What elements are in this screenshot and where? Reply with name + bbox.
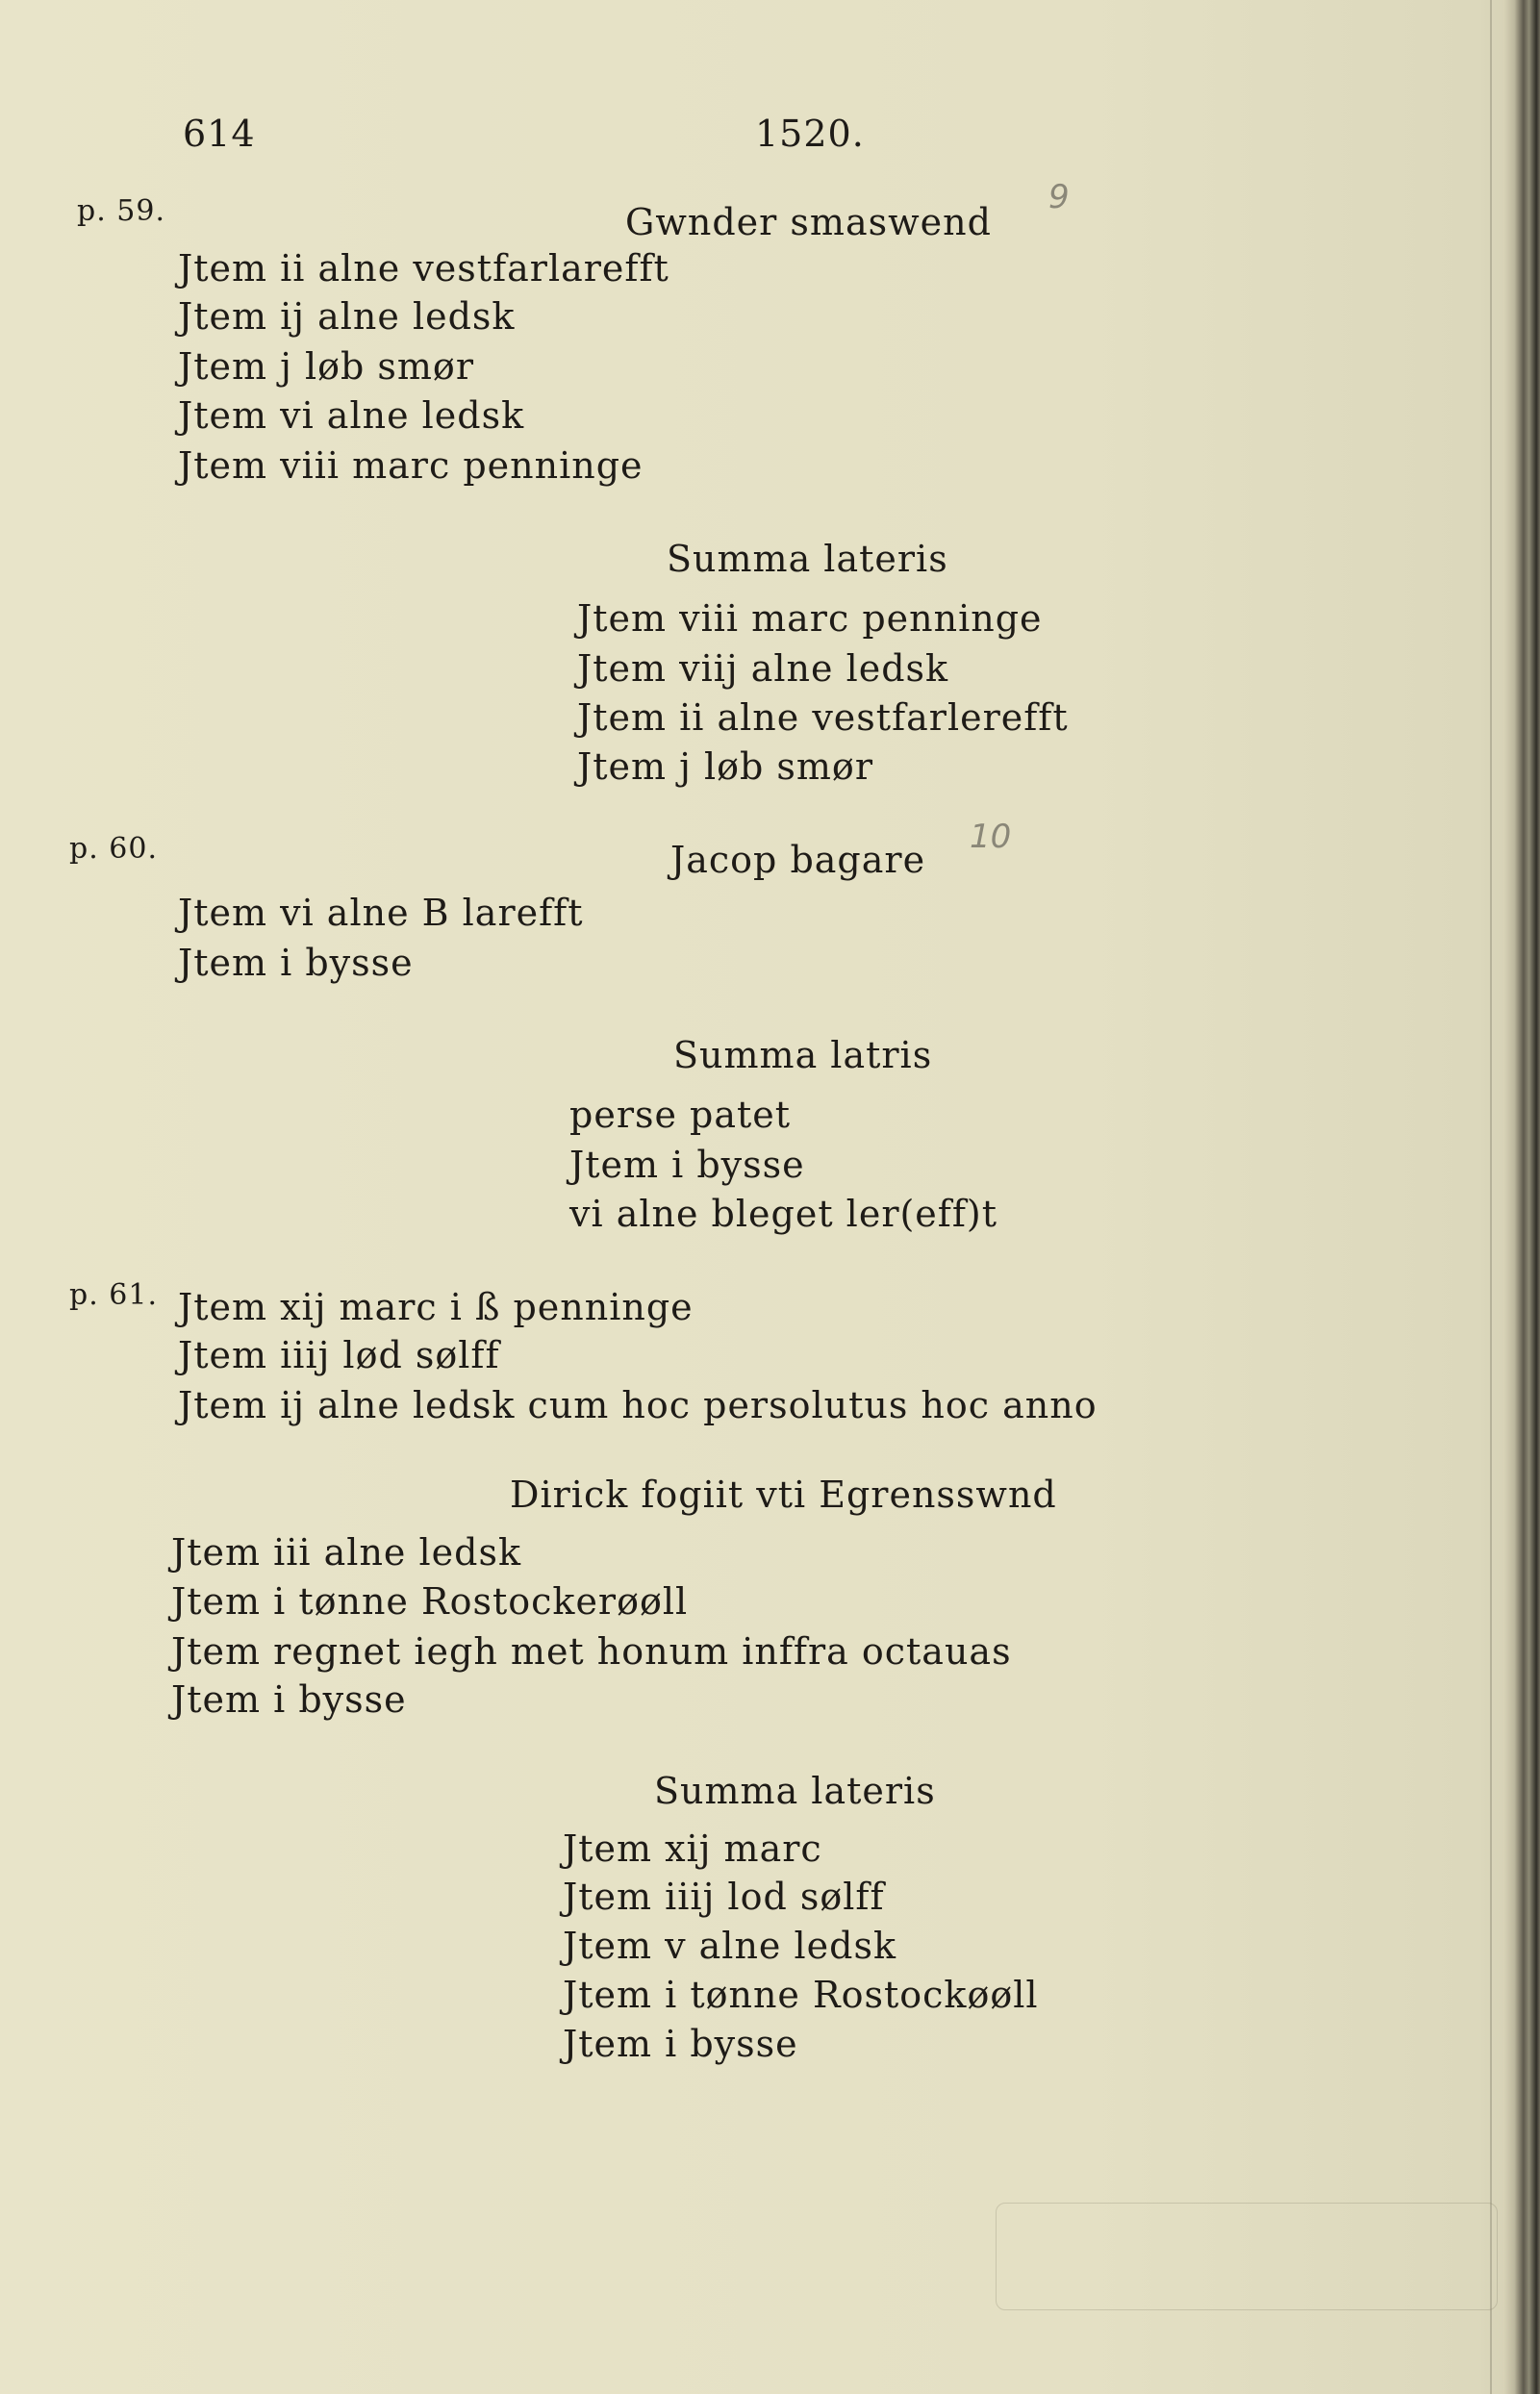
item-line: Jtem vi alne B larefft [178,892,584,934]
entry-name: Jacop bagare [670,839,926,881]
summa-line: perse patet [569,1094,792,1136]
item-line: Jtem ii alne vestfarlarefft [178,247,669,290]
item-line: Jtem ij alne ledsk cum hoc persolutus hoc anno [178,1384,1098,1426]
item-line: Jtem regnet iegh met honum inffra octauas [171,1630,1012,1673]
summa-line: Jtem viii marc penninge [577,597,1043,640]
summa-line: Jtem i bysse [563,2023,798,2065]
summa-line: Jtem iiij lod sølff [563,1876,885,1918]
summa-line: Jtem viij alne ledsk [577,647,949,690]
page-reference: p. 60. [69,832,158,866]
summa-line: Jtem i bysse [569,1144,805,1186]
year-heading: 1520. [755,113,865,155]
summa-title: Summa lateris [654,1770,936,1812]
item-line: Jtem i bysse [171,1678,407,1721]
summa-line: vi alne bleget ler(eff)t [569,1193,998,1235]
page-number: 614 [183,113,256,155]
item-line: Jtem viii marc penninge [178,444,644,487]
entry-name: Dirick fogiit vti Egrensswnd [510,1474,1057,1516]
page-reference: p. 59. [77,194,165,228]
item-line: Jtem xij marc i ß penninge [178,1286,694,1328]
summa-title: Summa lateris [667,538,948,580]
item-line: Jtem j løb smør [178,345,474,388]
page-reference: p. 61. [69,1278,158,1312]
pencil-mark: 10 [970,818,1012,856]
faint-stamp-outline [996,2203,1498,2310]
item-line: Jtem i bysse [178,942,414,984]
item-line: Jtem vi alne ledsk [178,394,525,437]
binding-shadow [1490,0,1492,2394]
summa-line: Jtem i tønne Rostockøøll [563,1974,1039,2016]
summa-line: Jtem v alne ledsk [563,1925,896,1967]
summa-line: Jtem xij marc [563,1827,822,1870]
summa-title: Summa latris [673,1034,933,1076]
summa-line: Jtem j løb smør [577,745,873,788]
item-line: Jtem iiij lød sølff [178,1334,500,1376]
summa-line: Jtem ii alne vestfarlerefft [577,696,1069,739]
book-binding [1503,0,1540,2394]
entry-name: Gwnder smaswend [625,201,992,243]
item-line: Jtem i tønne Rostockerøøll [171,1580,689,1623]
pencil-mark: 9 [1048,178,1070,216]
item-line: Jtem iii alne ledsk [171,1531,521,1574]
item-line: Jtem ij alne ledsk [178,295,516,338]
